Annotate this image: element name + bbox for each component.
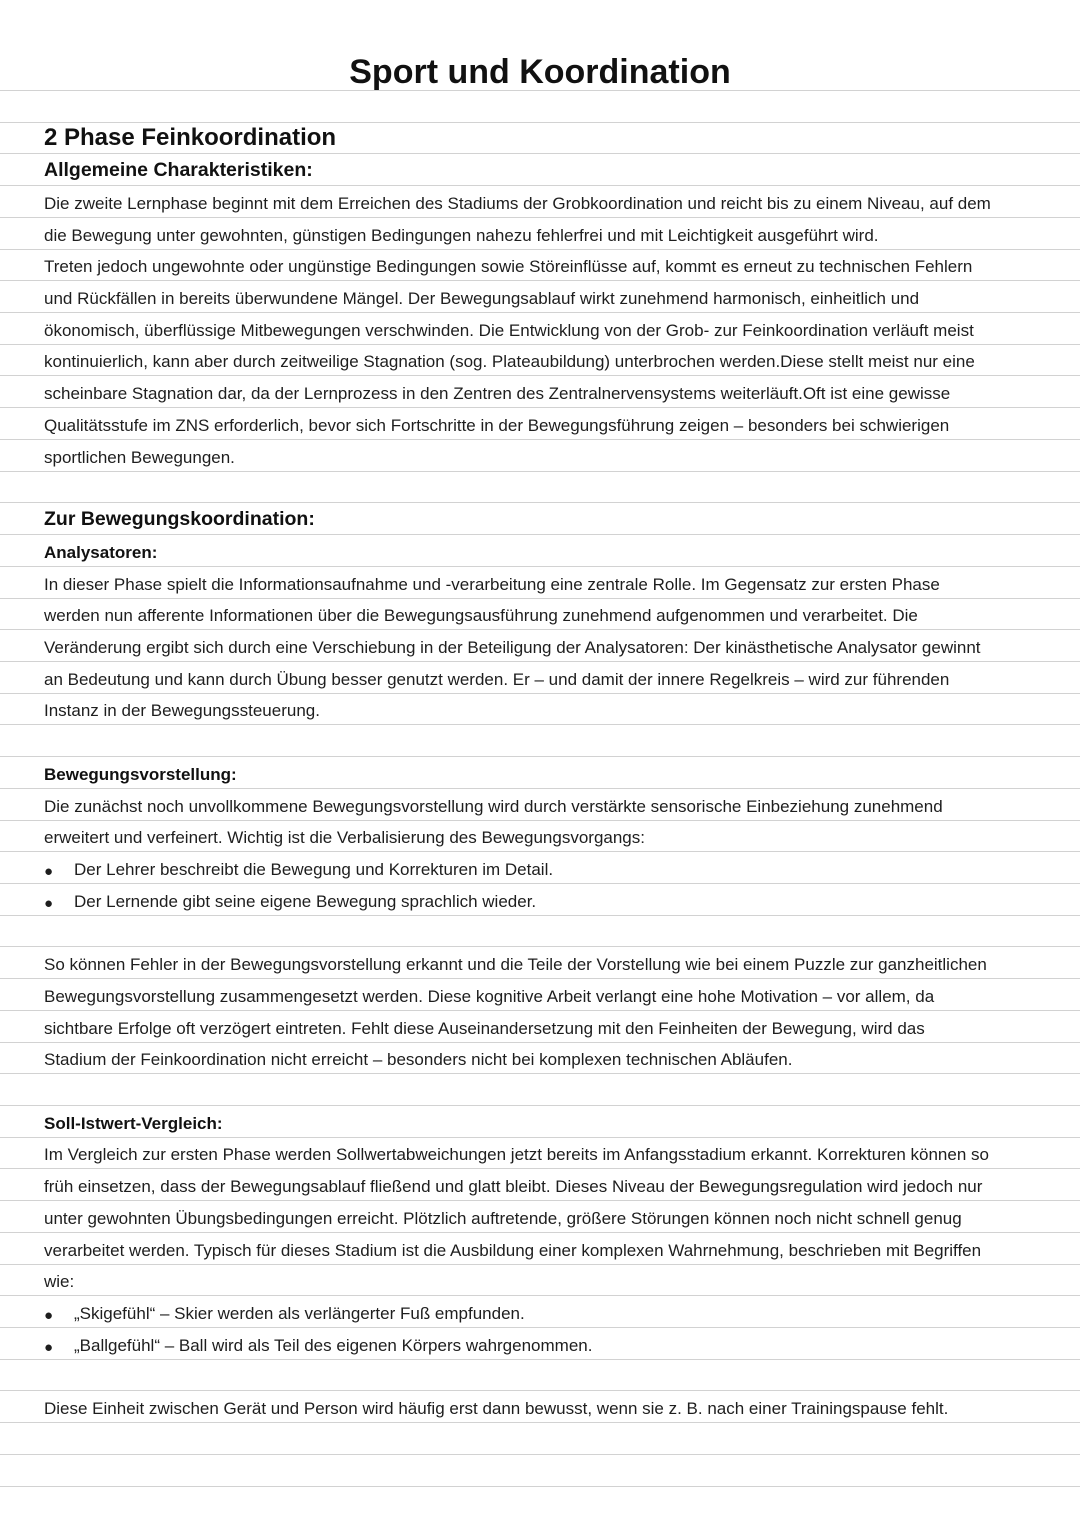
ruled-line bbox=[0, 757, 1080, 789]
ruled-line bbox=[0, 694, 1080, 726]
bullet-item: Der Lehrer beschreibt die Bewegung und Korrekturen im Detail. bbox=[74, 859, 554, 879]
paragraph-line: sportlichen Bewegungen. bbox=[44, 447, 235, 467]
ruled-line bbox=[0, 567, 1080, 599]
paragraph-line: So können Fehler in der Bewegungsvorstellung erkannt und die Teile der Vorstellung wie bei einem Puzzle zur ganzheitlichen bbox=[44, 955, 987, 975]
ruled-line bbox=[0, 1011, 1080, 1043]
paragraph-line: Instanz in der Bewegungssteuerung. bbox=[44, 701, 320, 721]
paragraph-line: In dieser Phase spielt die Informationsaufnahme und -verarbeitung eine zentrale Rolle. Im Gegensatz zur ersten Phase bbox=[44, 574, 940, 594]
ruled-line bbox=[0, 154, 1080, 186]
ruled-line bbox=[0, 503, 1080, 535]
bullet-icon: ● bbox=[44, 862, 54, 880]
ruled-line bbox=[0, 408, 1080, 440]
ruled-line bbox=[0, 1201, 1080, 1233]
paragraph-line: unter gewohnten Übungsbedingungen erreicht. Plötzlich auftretende, größere Störungen können noch nicht schnell genug bbox=[44, 1208, 962, 1228]
ruled-line bbox=[0, 313, 1080, 345]
paragraph-line: Treten jedoch ungewohnte oder ungünstige Bedingungen sowie Störeinflüsse auf, kommt es erneut zu technischen Fehlern bbox=[44, 257, 973, 277]
paragraph-line: an Bedeutung und kann durch Übung besser genutzt werden. Er – und damit der innere Regelkreis – wird zur führenden bbox=[44, 669, 950, 689]
ruled-line bbox=[0, 1455, 1080, 1487]
topic-heading: Bewegungsvorstellung: bbox=[44, 764, 237, 784]
paragraph-line: Die zweite Lernphase beginnt mit dem Erreichen des Stadiums der Grobkoordination und reicht bis zu einem Niveau, auf dem bbox=[44, 193, 991, 213]
topic-heading: Soll-Istwert-Vergleich: bbox=[44, 1113, 223, 1133]
ruled-line bbox=[0, 472, 1080, 504]
ruled-line bbox=[0, 1423, 1080, 1455]
ruled-line bbox=[0, 1391, 1080, 1423]
ruled-line bbox=[0, 218, 1080, 250]
paragraph-line: Stadium der Feinkoordination nicht erreicht – besonders nicht bei komplexen technischen Abläufen. bbox=[44, 1050, 793, 1070]
paragraph-line: und Rückfällen in bereits überwundene Mängel. Der Bewegungsablauf wirkt zunehmend harmonisch, einheitlich und bbox=[44, 289, 920, 309]
paragraph-line: erweitert und verfeinert. Wichtig ist die Verbalisierung des Bewegungsvorgangs: bbox=[44, 828, 645, 848]
ruled-line bbox=[0, 1106, 1080, 1138]
lined-page bbox=[0, 53, 1080, 1486]
bullet-item: „Ballgefühl“ – Ball wird als Teil des eigenen Körpers wahrgenommen. bbox=[74, 1335, 593, 1355]
section-heading: 2 Phase Feinkoordination bbox=[44, 124, 337, 152]
page-title: Sport und Koordination bbox=[349, 53, 731, 92]
ruled-line bbox=[0, 123, 1080, 155]
ruled-line bbox=[0, 1043, 1080, 1075]
paragraph-line: Die zunächst noch unvollkommene Bewegungsvorstellung wird durch verstärkte sensorische Einbeziehung zunehmend bbox=[44, 796, 943, 816]
topic-heading: Analysatoren: bbox=[44, 542, 158, 562]
bullet-icon: ● bbox=[44, 1307, 54, 1325]
paragraph-line: die Bewegung unter gewohnten, günstigen Bedingungen nahezu fehlerfrei und mit Leichtigkeit ausgeführt wird. bbox=[44, 225, 879, 245]
paragraph-line: sichtbare Erfolge oft verzögert eintreten. Fehlt diese Auseinandersetzung mit den Feinheiten der Bewegung, wird das bbox=[44, 1018, 925, 1038]
ruled-line bbox=[0, 979, 1080, 1011]
ruled-line bbox=[0, 947, 1080, 979]
ruled-line bbox=[0, 440, 1080, 472]
ruled-line bbox=[0, 1296, 1080, 1328]
bullet-item: Der Lernende gibt seine eigene Bewegung sprachlich wieder. bbox=[74, 891, 537, 911]
ruled-line bbox=[0, 91, 1080, 123]
subsection-heading: Zur Bewegungskoordination: bbox=[44, 508, 315, 531]
ruled-line bbox=[0, 53, 1080, 92]
ruled-line bbox=[0, 1360, 1080, 1392]
paragraph-line: scheinbare Stagnation dar, da der Lernprozess in den Zentren des Zentralnervensystems weiterläuft.Oft ist eine gewisse bbox=[44, 384, 951, 404]
bullet-icon: ● bbox=[44, 894, 54, 912]
ruled-line bbox=[0, 630, 1080, 662]
ruled-line bbox=[0, 1328, 1080, 1360]
ruled-line bbox=[0, 250, 1080, 282]
ruled-line bbox=[0, 725, 1080, 757]
ruled-line bbox=[0, 1074, 1080, 1106]
ruled-line bbox=[0, 821, 1080, 853]
ruled-line bbox=[0, 599, 1080, 631]
subsection-heading: Allgemeine Charakteristiken: bbox=[44, 159, 313, 182]
ruled-line bbox=[0, 789, 1080, 821]
ruled-line bbox=[0, 281, 1080, 313]
ruled-line bbox=[0, 1138, 1080, 1170]
bullet-icon: ● bbox=[44, 1338, 54, 1356]
paragraph-line: Bewegungsvorstellung zusammengesetzt werden. Diese kognitive Arbeit verlangt eine hohe Motivation – vor allem, da bbox=[44, 986, 935, 1006]
ruled-line bbox=[0, 662, 1080, 694]
bullet-item: „Skigefühl“ – Skier werden als verlängerter Fuß empfunden. bbox=[74, 1304, 525, 1324]
ruled-line bbox=[0, 345, 1080, 377]
ruled-line bbox=[0, 884, 1080, 916]
ruled-line bbox=[0, 916, 1080, 948]
paragraph-line: kontinuierlich, kann aber durch zeitweilige Stagnation (sog. Plateaubildung) unterbrochen werden.Diese stellt meist nur eine bbox=[44, 352, 975, 372]
ruled-line bbox=[0, 376, 1080, 408]
ruled-line bbox=[0, 852, 1080, 884]
paragraph-line: Diese Einheit zwischen Gerät und Person wird häufig erst dann bewusst, wenn sie z. B. nach einer Trainingspause fehlt. bbox=[44, 1399, 949, 1419]
paragraph-line: Veränderung ergibt sich durch eine Verschiebung in der Beteiligung der Analysatoren: Der kinästhetische Analysator gewinnt bbox=[44, 637, 981, 657]
paragraph-line: früh einsetzen, dass der Bewegungsablauf fließend und glatt bleibt. Dieses Niveau der Bewegungsregulation wird jedoch nur bbox=[44, 1177, 983, 1197]
paragraph-line: wie: bbox=[44, 1272, 75, 1292]
ruled-line bbox=[0, 535, 1080, 567]
paragraph-line: ökonomisch, überflüssige Mitbewegungen verschwinden. Die Entwicklung von der Grob- zur Feinkoordination verläuft meist bbox=[44, 320, 974, 340]
paragraph-line: Qualitätsstufe im ZNS erforderlich, bevor sich Fortschritte in der Bewegungsführung zeigen – besonders bei schwierigen bbox=[44, 415, 950, 435]
ruled-line bbox=[0, 1233, 1080, 1265]
ruled-line bbox=[0, 1265, 1080, 1297]
paragraph-line: Im Vergleich zur ersten Phase werden Sollwertabweichungen jetzt bereits im Anfangsstadium erkannt. Korrekturen können so bbox=[44, 1145, 989, 1165]
ruled-line bbox=[0, 1169, 1080, 1201]
paragraph-line: werden nun afferente Informationen über die Bewegungsausführung zunehmend aufgenommen und verarbeitet. Die bbox=[44, 606, 918, 626]
paragraph-line: verarbeitet werden. Typisch für dieses Stadium ist die Ausbildung einer komplexen Wahrnehmung, beschrieben mit Begriffen bbox=[44, 1240, 982, 1260]
ruled-line bbox=[0, 186, 1080, 218]
